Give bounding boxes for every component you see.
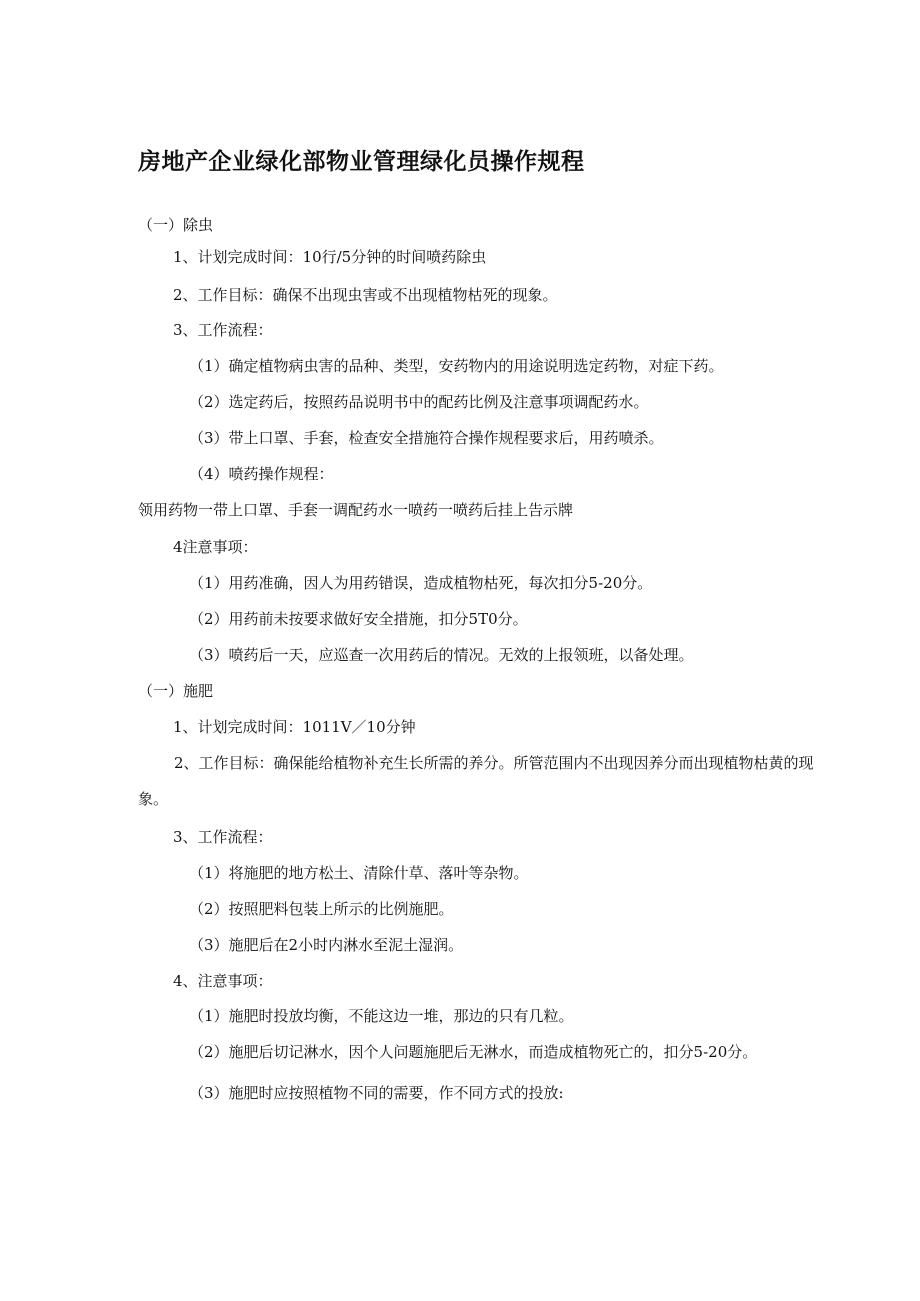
pest-step-2: （2）选定药后，按照药品说明书中的配药比例及注意事项调配药水。 [189,393,649,411]
fertilize-item-4: 4、注意事项： [173,972,273,990]
fertilize-item-1: 1、计划完成时间：1011V／10分钟 [173,718,416,736]
fertilize-step-1: （1）将施肥的地方松土、清除什草、落叶等杂物。 [189,864,529,882]
fertilize-step-2: （2）按照肥料包装上所示的比例施肥。 [189,900,454,918]
fertilize-item-3: 3、工作流程： [173,828,273,846]
fertilize-step-3: （3）施肥后在2小时内淋水至泥土湿润。 [189,936,464,954]
fertilize-item-2: 2、工作目标：确保能给植物补充生长所需的养分。所管范围内不出现因养分而出现植物枯黄的现象。 [138,754,814,808]
pest-item-2: 2、工作目标：确保不出现虫害或不出现植物枯死的现象。 [173,286,558,304]
fertilize-note-1: （1）施肥时投放均衡，不能这边一堆，那边的只有几粒。 [189,1007,574,1025]
pest-note-1: （1）用药准确，因人为用药错误，造成植物枯死，每次扣分5-20分。 [189,574,653,592]
section-heading-fertilize: （一）施肥 [138,682,214,700]
pest-flow: 领用药物一带上口罩、手套一调配药水一喷药一喷药后挂上告示牌 [138,501,574,519]
document-title: 房地产企业绿化部物业管理绿化员操作规程 [138,149,585,175]
section-heading-pest: （一）除虫 [138,216,214,234]
pest-item-1: 1、计划完成时间：10行/5分钟的时间喷药除虫 [173,248,487,266]
pest-note-3: （3）喷药后一天，应巡查一次用药后的情况。无效的上报领班，以备处理。 [189,646,694,664]
pest-step-3: （3）带上口罩、手套，检查安全措施符合操作规程要求后，用药喷杀。 [189,429,664,447]
fertilize-note-2: （2）施肥后切记淋水，因个人问题施肥后无淋水，而造成植物死亡的，扣分5-20分。 [189,1043,758,1061]
pest-note-2: （2）用药前未按要求做好安全措施，扣分5T0分。 [189,610,528,628]
fertilize-note-3: （3）施肥时应按照植物不同的需要，作不同方式的投放: [189,1084,564,1102]
pest-step-1: （1）确定植物病虫害的品种、类型，安药物内的用途说明选定药物，对症下药。 [189,357,724,375]
pest-item-4: 4注意事项： [173,538,258,556]
pest-step-4: （4）喷药操作规程： [189,465,334,483]
pest-item-3: 3、工作流程： [173,321,273,339]
